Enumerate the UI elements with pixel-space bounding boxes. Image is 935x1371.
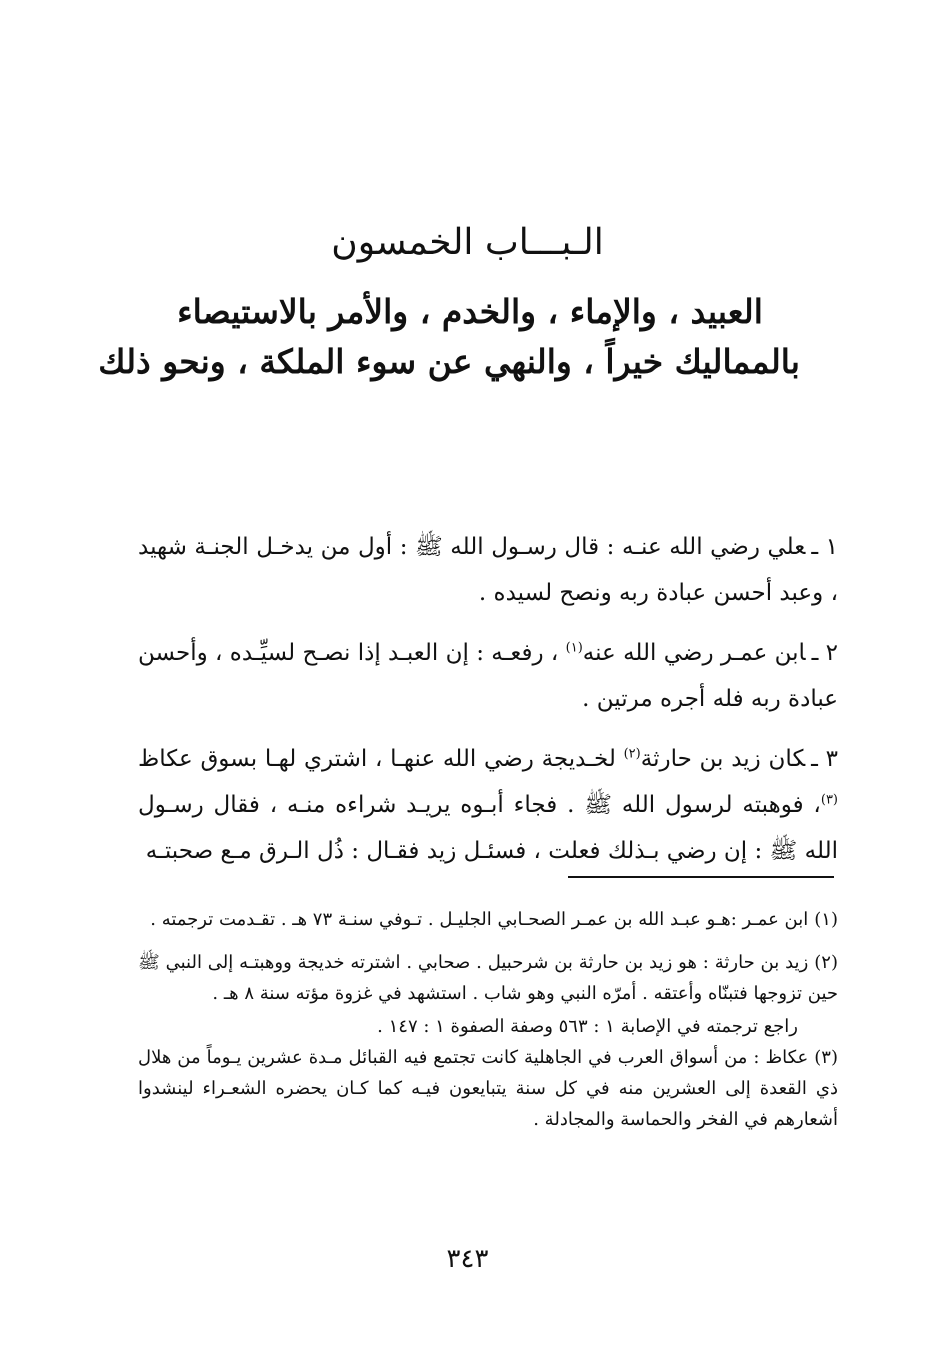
entry-text: ، فوهبته لرسول الله ﷺ . فجاء أبـوه يريـد شراءه منـه ، فقال رسـول الله ﷺ : إن رضي بـذلك فعلت ، فسئـل زيد فقـال : ذُل الـرق مـع صحبتـه — [138, 792, 838, 864]
hadith-entry-3 — [138, 736, 838, 874]
footnotes — [138, 904, 838, 1147]
footnote-ref: (٣) — [820, 792, 838, 808]
footnote-text: زيد بن حارثة : هو زيد بن حارثة بن شرحبيل . صحابي . اشترته خديجة ووهبتـه إلى النبي ﷺ حين تزوجها فتبنّاه وأعتقه . أمرّه النبي وهو شاب . استشهد في غزوة مؤته سنة ٨ هـ . — [138, 952, 838, 1004]
hadith-entry-1 — [138, 524, 838, 616]
footnote-number: (٣) — [814, 1047, 838, 1068]
chapter-heading-line-1: العبيد ، والإماء ، والخدم ، والأمر بالاستيصاء — [177, 292, 763, 331]
entry-text: لخـديجة رضي الله عنهـا ، اشتري لهـا بسوق عكاظ — [138, 746, 624, 772]
footnote-2-reference: راجع ترجمته في الإصابة ١ : ٥٦٣ وصفة الصفوة ١ : ١٤٧ . — [377, 1016, 798, 1037]
chapter-title: الـبـــاب الخمسون — [331, 222, 604, 263]
entry-text: ، رفعـه : إن العبـد إذا نصـح لسيِّـده ، وأحسن عبادة ربه فله أجره مرتين . — [138, 640, 838, 712]
entry-text: كان زيد بن حارثة — [640, 746, 806, 772]
entry-number: ٢ ـ — [811, 640, 838, 666]
footnote-ref: (٢) — [623, 746, 641, 762]
footnote-number: (٢) — [814, 952, 838, 973]
hadith-entry-2 — [138, 630, 838, 722]
footnote-3 — [138, 1042, 838, 1135]
footnote-text: عكاظ : من أسواق العرب في الجاهلية كانت تجتمع فيه القبائل مـدة عشرين يـوماً من هلال ذي القعدة إلى العشرين منه في كل سنة يتبايعون فيـه كما كـان يحضره الشعـراء لينشدوا أشعارهم في الفخر والحماسة والمجادلة . — [138, 1047, 838, 1130]
footnote-number: (١) — [814, 909, 838, 930]
entry-text: ابن عمـر رضي الله عنه — [582, 640, 806, 666]
entry-text: علي رضي الله عنـه : قال رسـول الله ﷺ : أول من يدخـل الجنـة شهيد ، وعبد أحسن عبادة ربه ونصح لسيده . — [138, 534, 838, 606]
footnote-text: ابن عمـر :هـو عبـد الله بن عمـر الصحـابي الجليـل . تـوفي سنـة ٧٣ هـ . تقـدمت ترجمته . — [150, 909, 809, 930]
entry-number: ١ ـ — [811, 534, 838, 560]
footnote-2 — [138, 947, 838, 1009]
footnote-separator — [568, 876, 834, 878]
footnote-ref: (١) — [565, 640, 583, 656]
page-number: ٣٤٣ — [446, 1244, 489, 1274]
main-text — [138, 524, 838, 888]
footnote-1 — [138, 904, 838, 935]
chapter-heading-line-2: بالمماليك خيراً ، والنهي عن سوء الملكة ، ونحو ذلك — [98, 342, 800, 381]
entry-number: ٣ ـ — [811, 746, 838, 772]
